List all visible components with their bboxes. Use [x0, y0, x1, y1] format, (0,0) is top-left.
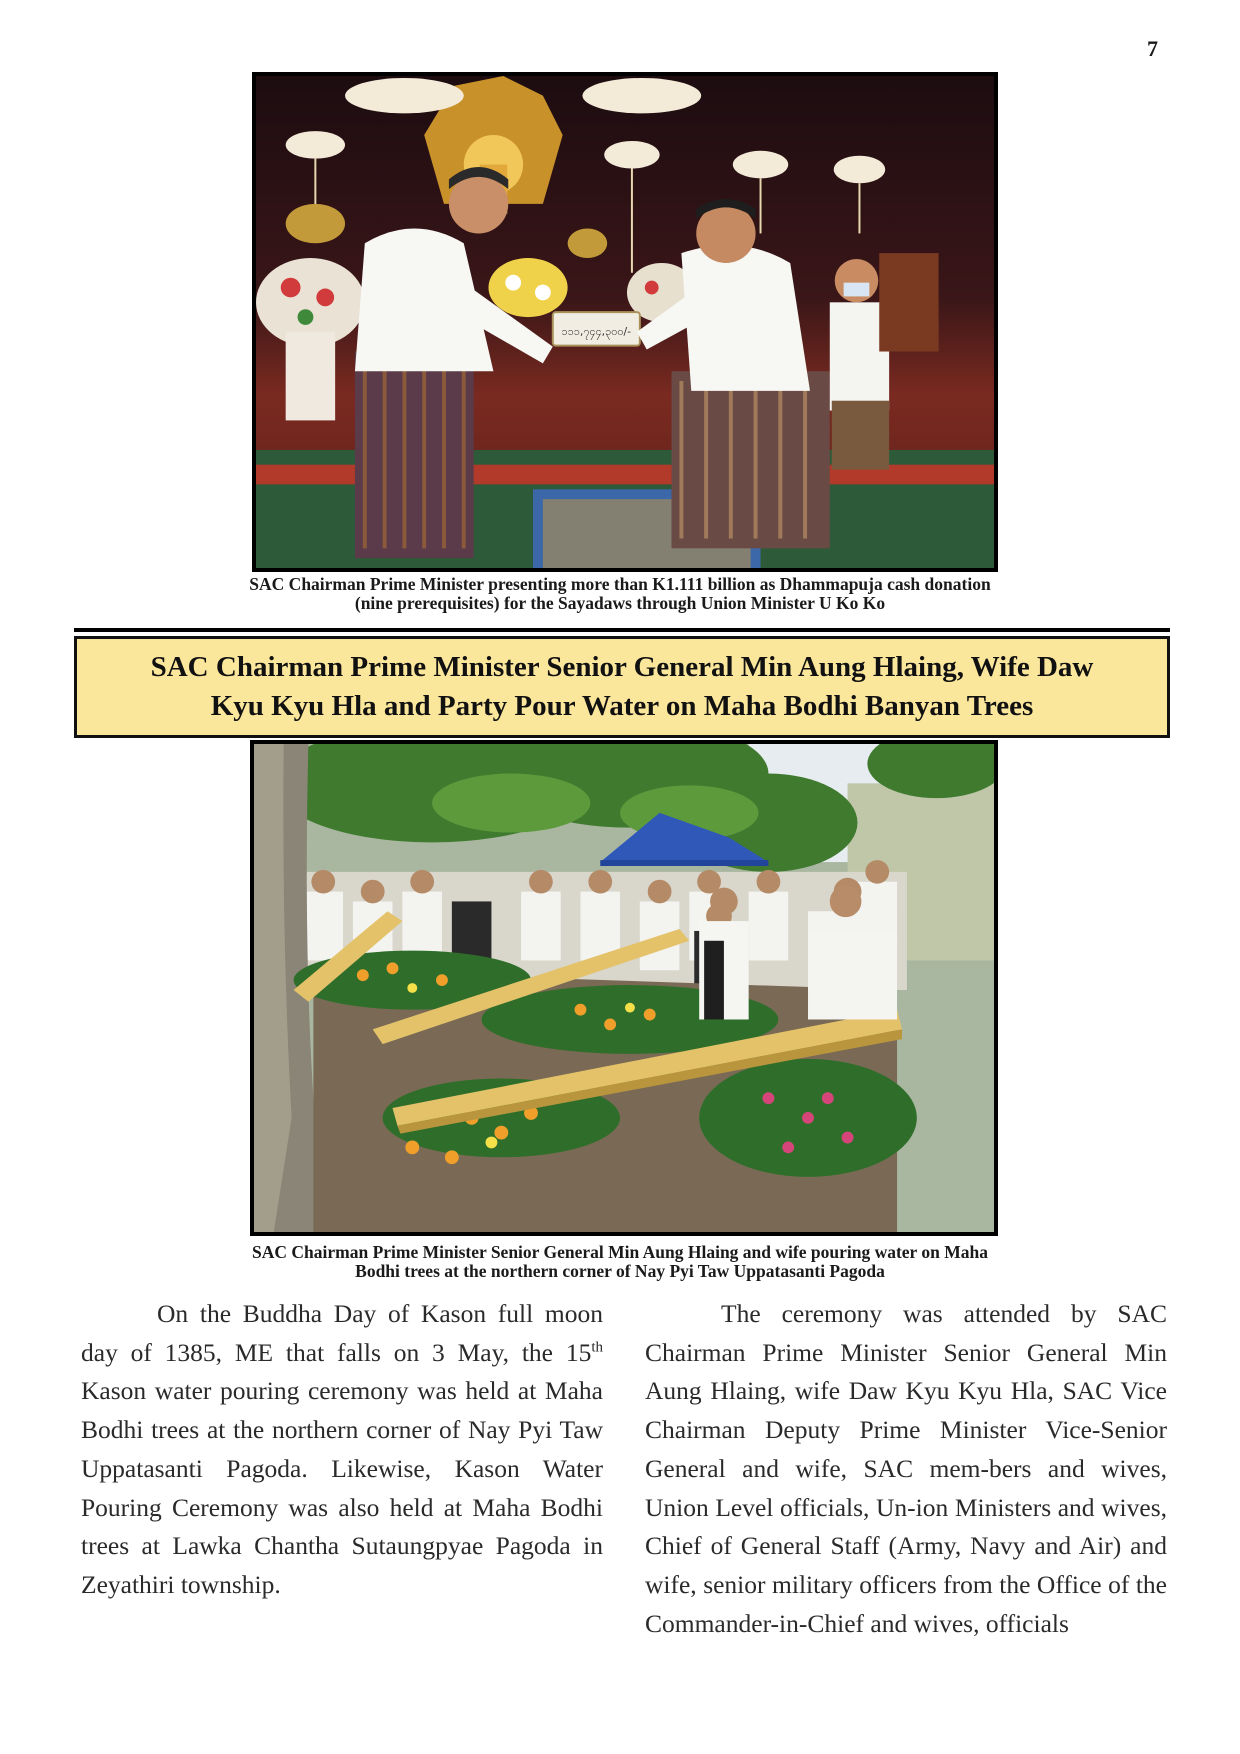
photo1-caption-line2: (nine prerequisites) for the Sayadaws through Union Minister U Ko Ko — [354, 593, 886, 613]
article-right-column — [645, 1295, 1167, 1643]
article-left-paragraph — [81, 1295, 603, 1605]
section-divider — [74, 628, 1170, 632]
page-number: 7 — [1147, 36, 1158, 61]
headline-line2: Kyu Kyu Hla and Party Pour Water on Maha Bodhi Banyan Trees — [210, 690, 1034, 722]
photo2-caption — [120, 1243, 1120, 1281]
headline-box — [74, 636, 1170, 738]
photo1-caption-line1: SAC Chairman Prime Minister presenting more than K1.111 billion as Dhammapuja cash donation — [249, 574, 991, 594]
donation-ceremony-photo — [252, 72, 998, 572]
photo2-caption-line1: SAC Chairman Prime Minister Senior General Min Aung Hlaing and wife pouring water on Maha — [252, 1242, 988, 1262]
photo1-caption — [120, 575, 1120, 613]
article-left-column — [81, 1295, 603, 1605]
article-right-paragraph: The ceremony was attended by SAC Chairman Prime Minister Senior General Min Aung Hlaing, wife Daw Kyu Kyu Hla, SAC Vice Chairman Deputy Prime Minister Vice-Senior General and wife, SAC mem-bers and wives, Union Level officials, Un-ion Ministers and wives, Chief of General Staff (Army, Navy and Air) and wife, senior military officers from the Office of the Commander-in-Chief and wives, officials — [645, 1299, 1167, 1638]
headline-line1: SAC Chairman Prime Minister Senior General Min Aung Hlaing, Wife Daw — [150, 651, 1094, 683]
ordinal-suffix: th — [591, 1339, 603, 1356]
donation-board-text: ၁၁၁,၇၄၄,၃၀၀/- — [561, 324, 632, 338]
water-pouring-photo — [250, 740, 998, 1236]
article-left-text-start: On the Buddha Day of Kason full moon day of 1385, ME that falls on 3 May, the 15 — [81, 1299, 603, 1367]
article-left-text-end: Kason water pouring ceremony was held at Maha Bodhi trees at the northern corner of Nay Pyi Taw Uppatasanti Pagoda. Likewise, Kason Water Pouring Ceremony was also held at Maha Bodhi trees at Lawka Chantha Sutaungpyae Pagoda in Zeyathiri township. — [81, 1376, 603, 1599]
photo2-caption-line2: Bodhi trees at the northern corner of Nay Pyi Taw Uppatasanti Pagoda — [355, 1261, 885, 1281]
